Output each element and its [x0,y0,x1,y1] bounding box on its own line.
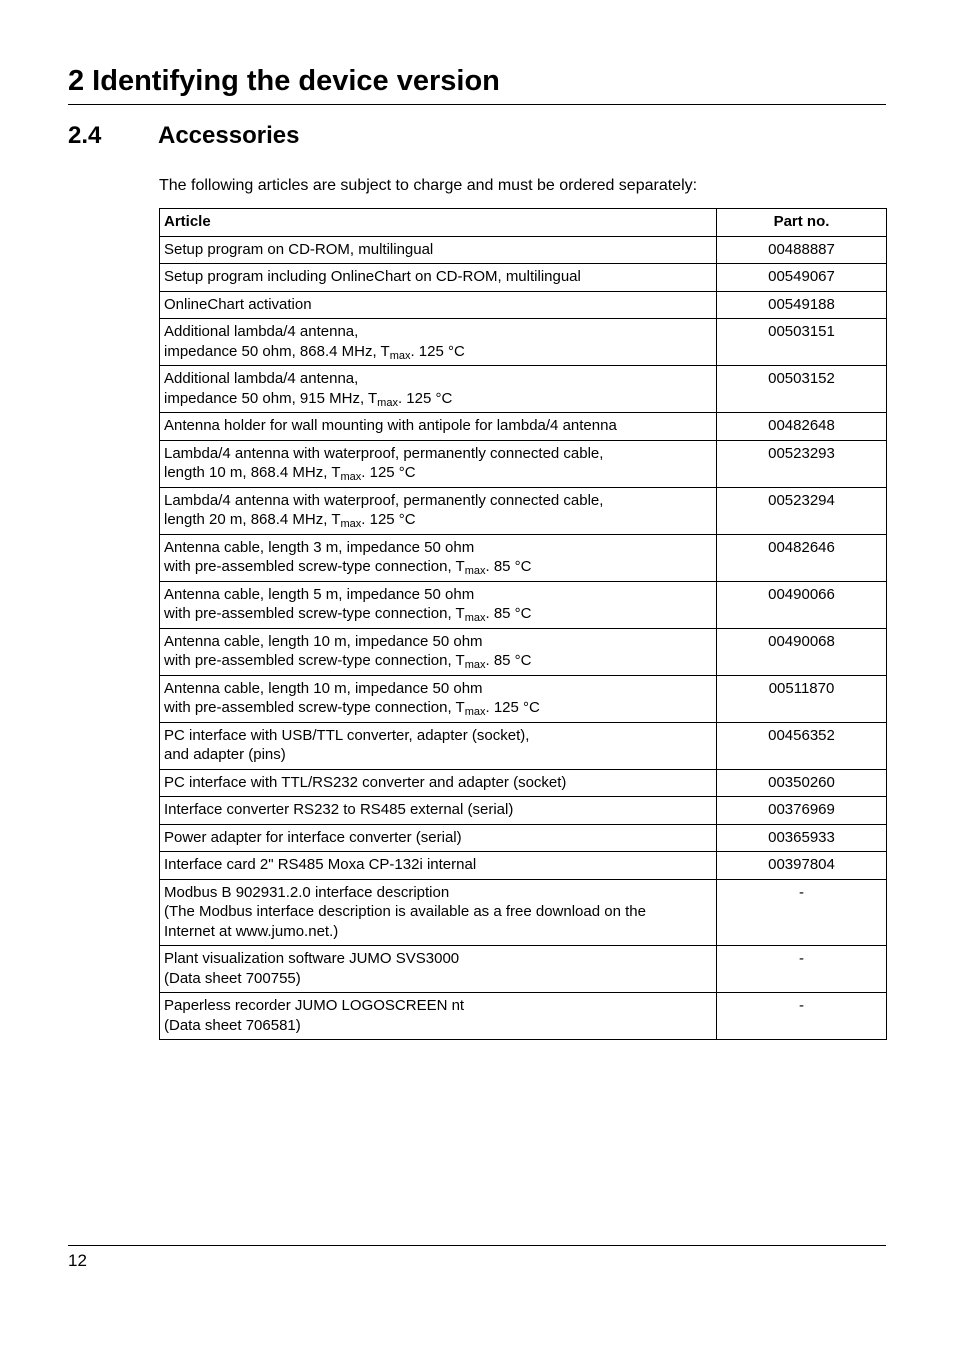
article-subscript: max [464,706,486,718]
article-line [164,800,712,820]
article-text: with pre-assembled screw-type connection, T [164,652,465,669]
article-subscript: max [340,471,362,483]
article-line [164,883,712,903]
article-line [164,389,712,409]
part-number-cell: 00503151 [717,319,887,366]
intro-text: The following articles are subject to charge and must be ordered separately: [159,177,698,194]
table-row [160,993,887,1040]
article-text: impedance 50 ohm, 868.4 MHz, T [164,342,390,360]
article-text-suffix: . 125 °C [361,464,416,481]
article-line [164,902,712,922]
article-text: Setup program on CD-ROM, multilingual [164,240,434,258]
part-number-cell: - [717,946,887,993]
article-text-suffix: . 125 °C [397,389,453,407]
part-number-cell: 00482646 [717,534,887,581]
article-line [164,922,712,942]
page-number: 12 [68,1251,87,1270]
article-cell [160,264,717,292]
article-text: OnlineChart activation [164,295,312,313]
article-text-suffix: . 85 °C [485,558,532,575]
table-row [160,946,887,993]
article-cell [160,628,717,675]
article-subscript: max [389,349,411,362]
article-line [164,491,712,511]
article-text: Setup program including OnlineChart on CD-ROM, multilingual [164,268,581,285]
article-text: (The Modbus interface description is available as a free download on the [164,903,646,920]
table-row [160,413,887,441]
part-number-cell: 00523294 [717,487,887,534]
article-text: Additional lambda/4 antenna, [164,323,359,340]
article-text: (Data sheet 700755) [164,969,301,987]
article-text-suffix: . 125 °C [485,699,540,716]
article-cell [160,581,717,628]
article-text: Power adapter for interface converter (serial) [164,828,462,846]
part-number-cell: 00350260 [717,769,887,797]
article-text-suffix: . 125 °C [410,342,465,360]
article-line [164,240,712,260]
article-text: Antenna holder for wall mounting with antipole for lambda/4 antenna [164,417,617,434]
article-line [164,342,712,362]
article-line [164,996,712,1016]
article-line [164,267,712,287]
article-line [164,416,712,436]
table-header-row [160,209,887,237]
article-text: length 10 m, 868.4 MHz, T [164,464,341,481]
part-number-cell: 00511870 [717,675,887,722]
table-row [160,628,887,675]
article-line [164,1016,712,1036]
article-line [164,444,712,464]
article-line [164,855,712,875]
article-text: Lambda/4 antenna with waterproof, permanently connected cable, [164,491,604,509]
table-row [160,675,887,722]
article-text: Antenna cable, length 10 m, impedance 50 ohm [164,679,483,697]
table-row [160,824,887,852]
chapter-title: 2 Identifying the device version [68,65,500,97]
article-line [164,828,712,848]
table-row [160,236,887,264]
table-row [160,534,887,581]
article-text: Interface converter RS232 to RS485 external (serial) [164,801,514,818]
article-cell [160,824,717,852]
article-text: with pre-assembled screw-type connection, T [164,558,465,575]
article-line [164,510,712,530]
part-number-cell: 00549067 [717,264,887,292]
table-row [160,879,887,946]
part-number-cell: 00490066 [717,581,887,628]
part-number-cell: 00549188 [717,291,887,319]
article-line [164,538,712,558]
article-text-suffix: . 85 °C [485,652,532,669]
table-row [160,366,887,413]
table-row [160,319,887,366]
part-number-cell: 00365933 [717,824,887,852]
article-text: PC interface with USB/TTL converter, adapter (socket), [164,726,530,744]
article-text: with pre-assembled screw-type connection, T [164,699,465,716]
accessories-table [159,208,887,1040]
article-line [164,726,712,746]
section-title: Accessories [158,122,300,149]
part-number-cell: 00376969 [717,797,887,825]
section-number: 2.4 [68,122,102,149]
part-number-cell: 00503152 [717,366,887,413]
article-text: Antenna cable, length 10 m, impedance 50 ohm [164,632,483,650]
article-text: Internet at www.jumo.net.) [164,922,339,940]
article-line [164,604,712,624]
part-number-cell: 00482648 [717,413,887,441]
article-text: and adapter (pins) [164,746,286,763]
article-cell [160,722,717,769]
part-number-cell: 00523293 [717,440,887,487]
article-line [164,679,712,699]
table-row [160,440,887,487]
article-cell [160,879,717,946]
table-row [160,797,887,825]
article-cell [160,487,717,534]
part-number-cell: 00490068 [717,628,887,675]
part-number-cell: 00456352 [717,722,887,769]
article-line [164,295,712,315]
article-text: Antenna cable, length 5 m, impedance 50 ohm [164,585,475,603]
article-line [164,949,712,969]
table-row [160,291,887,319]
part-number-cell: - [717,993,887,1040]
article-line [164,632,712,652]
article-text-suffix: . 85 °C [485,605,532,622]
article-text: Modbus B 902931.2.0 interface description [164,883,450,901]
article-cell [160,366,717,413]
article-cell [160,852,717,880]
footer-divider [68,1245,886,1246]
article-line [164,369,712,389]
article-text: length 20 m, 868.4 MHz, T [164,511,341,528]
part-number-cell: 00397804 [717,852,887,880]
article-cell [160,534,717,581]
article-text: Plant visualization software JUMO SVS3000 [164,950,460,967]
table-row [160,487,887,534]
article-text: impedance 50 ohm, 915 MHz, T [164,389,378,407]
article-cell [160,413,717,441]
article-cell [160,993,717,1040]
part-number-cell: 00488887 [717,236,887,264]
article-subscript: max [464,659,486,671]
article-cell [160,946,717,993]
article-cell [160,291,717,319]
article-text-suffix: . 125 °C [361,511,416,528]
article-cell [160,236,717,264]
article-line [164,557,712,577]
table-row [160,581,887,628]
article-line [164,322,712,342]
article-subscript: max [464,565,486,577]
article-line [164,463,712,483]
article-line [164,773,712,793]
article-subscript: max [464,612,486,624]
article-line [164,698,712,718]
table-row [160,769,887,797]
article-cell [160,319,717,366]
article-text: Antenna cable, length 3 m, impedance 50 ohm [164,538,475,556]
table-row [160,722,887,769]
article-cell [160,675,717,722]
article-text: (Data sheet 706581) [164,1016,301,1034]
article-text: Additional lambda/4 antenna, [164,370,359,387]
article-cell [160,440,717,487]
article-subscript: max [340,518,362,530]
column-header-part-no: Part no. [717,209,887,237]
article-line [164,585,712,605]
article-line [164,745,712,765]
column-header-article: Article [160,209,717,237]
part-number-cell: - [717,879,887,946]
article-cell [160,769,717,797]
article-text: Paperless recorder JUMO LOGOSCREEN nt [164,997,465,1014]
article-text: PC interface with TTL/RS232 converter and adapter (socket) [164,773,567,791]
article-text: with pre-assembled screw-type connection, T [164,605,465,622]
article-text: Interface card 2" RS485 Moxa CP-132i internal [164,856,477,873]
article-text: Lambda/4 antenna with waterproof, permanently connected cable, [164,444,604,462]
article-line [164,969,712,989]
table-row [160,852,887,880]
table-body [160,236,887,1040]
chapter-divider [68,104,886,105]
article-line [164,651,712,671]
article-cell [160,797,717,825]
table-row [160,264,887,292]
article-subscript: max [377,396,398,409]
